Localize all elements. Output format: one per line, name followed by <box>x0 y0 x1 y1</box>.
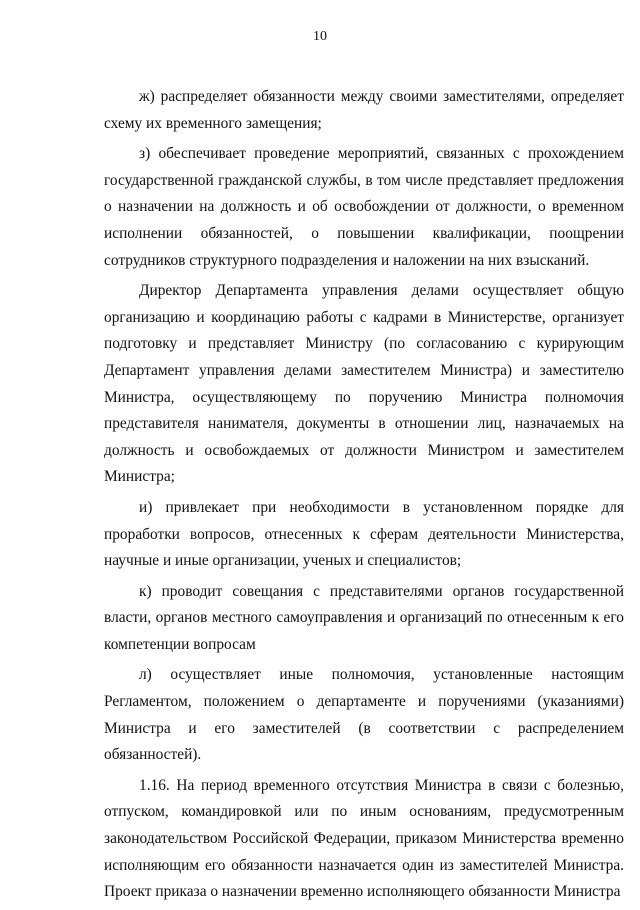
paragraph-i: и) привлекает при необходимости в установленном порядке для проработки вопросов, отнесенных к сферам деятельности Министерства, научные и иные организации, ученых и специалистов; <box>104 498 624 570</box>
page-number: 10 <box>313 29 327 44</box>
document-body <box>104 84 624 910</box>
paragraph-z: з) обеспечивает проведение мероприятий, связанных с прохождением государственной гражданской службы, в том числе представляет предложения о назначении на должность и об освобождении от должности, о временном исполнении обязанностей, о повышении квалификации, поощрении сотрудников структурного подразделения и наложении на них взысканий. <box>104 145 624 269</box>
paragraph-l: л) осуществляет иные полномочия, установленные настоящим Регламентом, положением о департаменте и поручениями (указаниями) Министра и его заместителей (в соответствии с распределением обязанностей). <box>104 666 624 764</box>
paragraph-zh: ж) распределяет обязанности между своими заместителями, определяет схему их временного замещения; <box>104 88 624 132</box>
paragraph-director: Директор Департамента управления делами осуществляет общую организацию и координацию работы с кадрами в Министерстве, организует подготовку и представляет Министру (по согласованию с курирующим Департамент управления делами заместителем Министра) и заместителю Министра, осуществляющему по поручению Министра полномочия представителя нанимателя, документы в отношении лиц, назначаемых на должность и освобождаемых от должности Министром и заместителем Министра; <box>104 282 624 486</box>
paragraph-k: к) проводит совещания с представителями органов государственной власти, органов местного самоуправления и организаций по отнесенным к его компетенции вопросам <box>104 582 624 653</box>
paragraph-1-16: 1.16. На период временного отсутствия Министра в связи с болезнью, отпуском, командировкой или по иным основаниям, предусмотренным законодательством Российской Федерации, приказом Министерства временно исполняющим его обязанности назначается один из заместителей Министра. Проект приказа о назначении временно исполняющего обязанности Министра <box>104 776 624 901</box>
